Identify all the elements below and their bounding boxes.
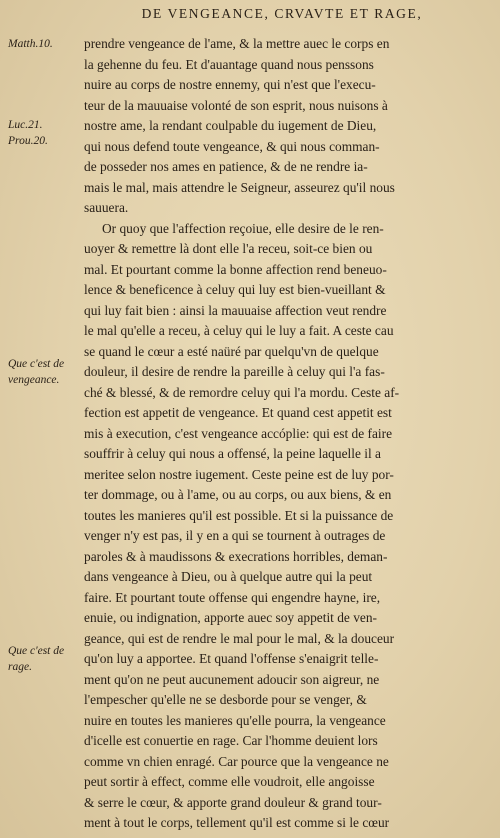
text-line: faire. Et pourtant toute offense qui engendre hayne, ire, bbox=[84, 589, 381, 605]
margin-note-rage-2: rage. bbox=[8, 661, 32, 673]
text-line: mal. Et pourtant comme la bonne affection rend beneuo- bbox=[84, 261, 387, 277]
text-line: toutes les manieres qu'il est possible. Et si la puissance de bbox=[84, 507, 394, 523]
text-line: fection est appetit de vengeance. Et quand cest appetit est bbox=[84, 405, 392, 420]
text-line: nuire au corps de nostre ennemy, qui n'est que l'execu- bbox=[84, 77, 376, 92]
text-line: venger n'y est pas, il y en a qui se tournent à outrages de bbox=[84, 528, 386, 543]
margin-note-matth: Matth.10. bbox=[8, 38, 53, 50]
text-line: prendre vengeance de l'ame, & la mettre auec le corps en bbox=[84, 36, 390, 51]
margin-note-luc: Luc.21. bbox=[8, 119, 43, 131]
text-line: mais le mal, mais attendre le Seigneur, asseurez qu'il nous bbox=[84, 179, 395, 195]
text-line: ter dommage, ou à l'ame, ou au corps, ou aux biens, & en bbox=[84, 487, 392, 502]
text-line: enuie, ou indignation, apporte auec soy appetit de ven- bbox=[84, 610, 378, 625]
text-line: lence & beneficence à celuy qui luy est bien-vueillant & bbox=[84, 282, 386, 297]
text-line: ché & blessé, & de remordre celuy qui l'a mordu. Ceste af- bbox=[84, 384, 400, 400]
text-line: qui nous defend toute vengeance, & qui nous comman- bbox=[84, 138, 380, 154]
text-line: douleur, il desire de rendre la pareille à celuy qui l'a fas- bbox=[84, 364, 385, 379]
text-line: de posseder nos ames en patience, & de ne rendre ia- bbox=[84, 159, 368, 174]
text-line: qu'on luy a apportee. Et quand l'offense s'enaigrit telle- bbox=[84, 651, 379, 666]
text-line: meritee selon nostre iugement. Ceste peine est de luy por- bbox=[84, 466, 394, 482]
text-line: peut sortir à effect, comme elle voudroit, elle angoisse bbox=[84, 774, 375, 789]
text-line: comme vn chien enragé. Car pource que la vengeance ne bbox=[84, 753, 389, 769]
text-line: teur de la mauuaise volonté de son esprit, nous nuisons à bbox=[84, 97, 388, 113]
running-head: DE VENGEANCE, CRVAVTE ET RAGE, bbox=[141, 6, 423, 21]
text-line: uoyer & remettre là dont elle l'a receu, soit-ce bien ou bbox=[84, 241, 373, 256]
text-line: sauuera. bbox=[84, 200, 129, 215]
paragraph-start-line: Or quoy que l'affection reçoiue, elle desire de le ren- bbox=[102, 220, 384, 236]
margin-note-prou: Prou.20. bbox=[8, 135, 48, 147]
text-line: souffrir à celuy qui nous a offensé, la peine laquelle il a bbox=[84, 446, 381, 461]
text-line: d'icelle est conuertie en rage. Car l'homme deuient lors bbox=[84, 733, 378, 748]
text-line: l'empescher qu'elle ne se desborde pour se venger, & bbox=[84, 692, 367, 707]
text-line: la gehenne du feu. Et d'auantage quand nous penssons bbox=[84, 56, 374, 72]
text-line: ment à tout le corps, tellement qu'il est comme si le cœur bbox=[84, 815, 390, 830]
margin-note-vengeance-1: Que c'est de bbox=[8, 358, 65, 370]
text-line: se quand le cœur a esté naüré par quelqu'vn de quelque bbox=[84, 343, 379, 359]
text-line: qui luy fait bien : ainsi la mauuaise affection veut rendre bbox=[84, 302, 387, 318]
text-line: & serre le cœur, & apporte grand douleur & grand tour- bbox=[84, 794, 382, 810]
margin-note-vengeance-2: vengeance. bbox=[8, 374, 60, 386]
text-line: geance, qui est de rendre le mal pour le mal, & la douceur bbox=[84, 630, 395, 646]
text-line: le mal qu'elle a receu, à celuy qui le luy a fait. A ceste cau bbox=[84, 323, 394, 338]
text-line: dans vengeance à Dieu, ou à quelque autre qui la peut bbox=[84, 569, 373, 584]
text-line: nostre ame, la rendant coulpable du iugement de Dieu, bbox=[84, 118, 377, 133]
text-line: paroles & à maudissons & execrations horribles, deman- bbox=[84, 548, 388, 564]
body-text bbox=[84, 34, 484, 834]
text-line: mis à execution, c'est vengeance accóplie: qui est de faire bbox=[84, 425, 393, 441]
margin-note-rage-1: Que c'est de bbox=[8, 645, 65, 657]
text-line: nuire en toutes les manieres qu'elle pourra, la vengeance bbox=[84, 712, 386, 728]
text-line: ment qu'on ne peut aucunement adoucir son aigreur, ne bbox=[84, 671, 380, 687]
